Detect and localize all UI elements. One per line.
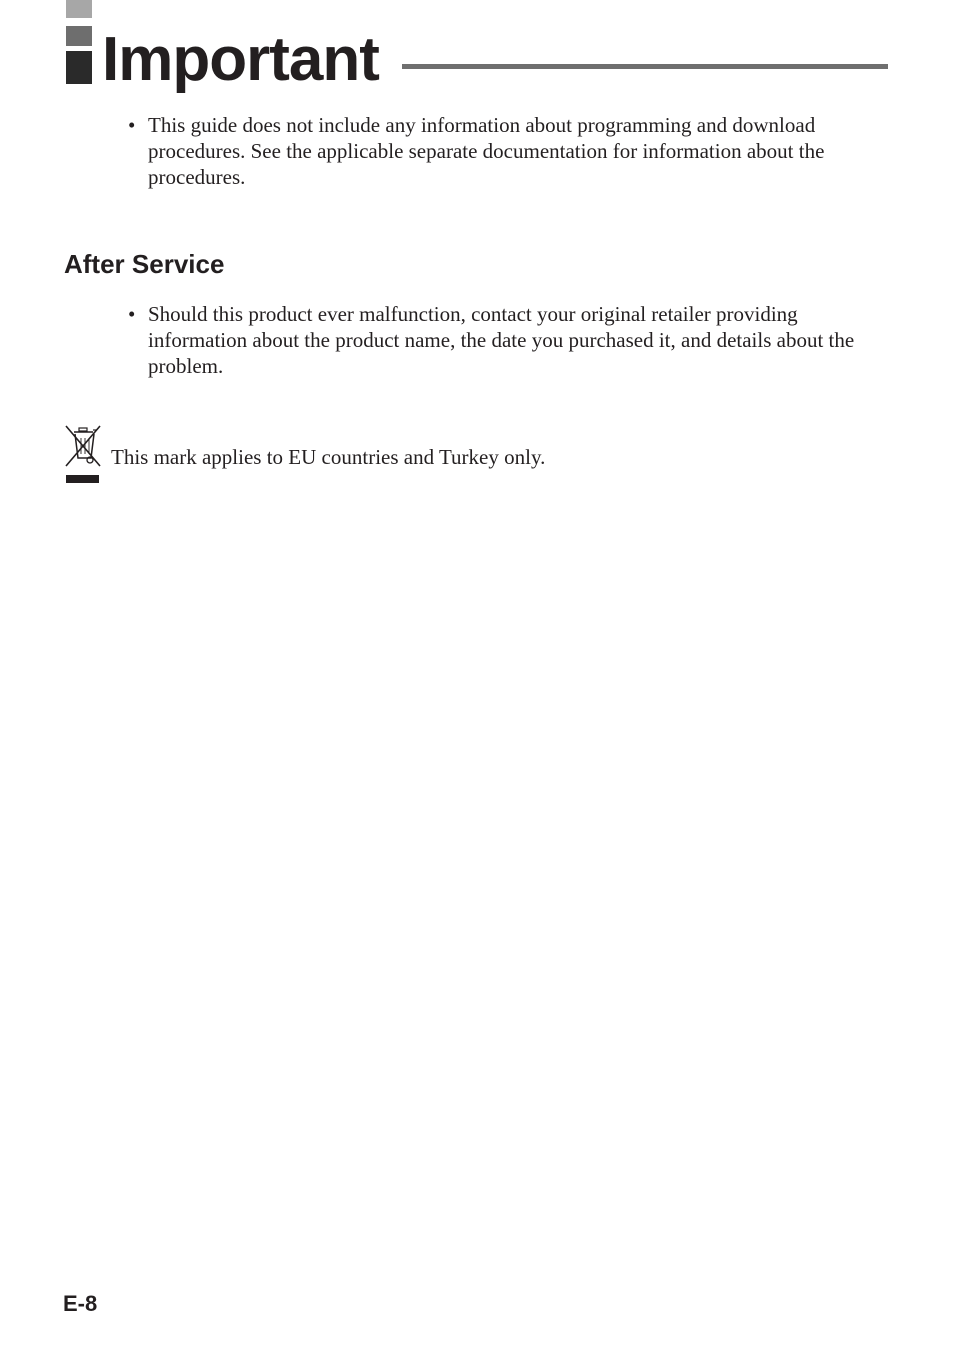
bullet-text: This guide does not include any information about programming and download procedures. See the applicable separate documentation for information about the procedures.: [148, 113, 825, 189]
bullet-marker: •: [128, 113, 136, 137]
section-heading-after-service: After Service: [64, 249, 225, 279]
list-item: [128, 112, 888, 190]
title-rule: [402, 64, 888, 69]
after-service-bullet-list: [128, 301, 888, 379]
important-bullet-list: [128, 112, 888, 190]
crossed-out-wheelie-bin-icon: [64, 424, 102, 484]
title-decoration: [66, 0, 92, 84]
weee-notice: This mark applies to EU countries and Turkey only.: [111, 445, 546, 469]
page-number: E-8: [63, 1291, 98, 1316]
bullet-marker: •: [128, 302, 136, 326]
title-mark-light: [66, 0, 92, 18]
page-title: Important: [102, 25, 379, 94]
list-item: [128, 301, 888, 379]
title-mark-medium: [66, 26, 92, 46]
title-mark-dark: [66, 51, 92, 84]
bullet-text: Should this product ever malfunction, contact your original retailer providing information about the product name, the date you purchased it, and details about the problem.: [148, 302, 855, 378]
